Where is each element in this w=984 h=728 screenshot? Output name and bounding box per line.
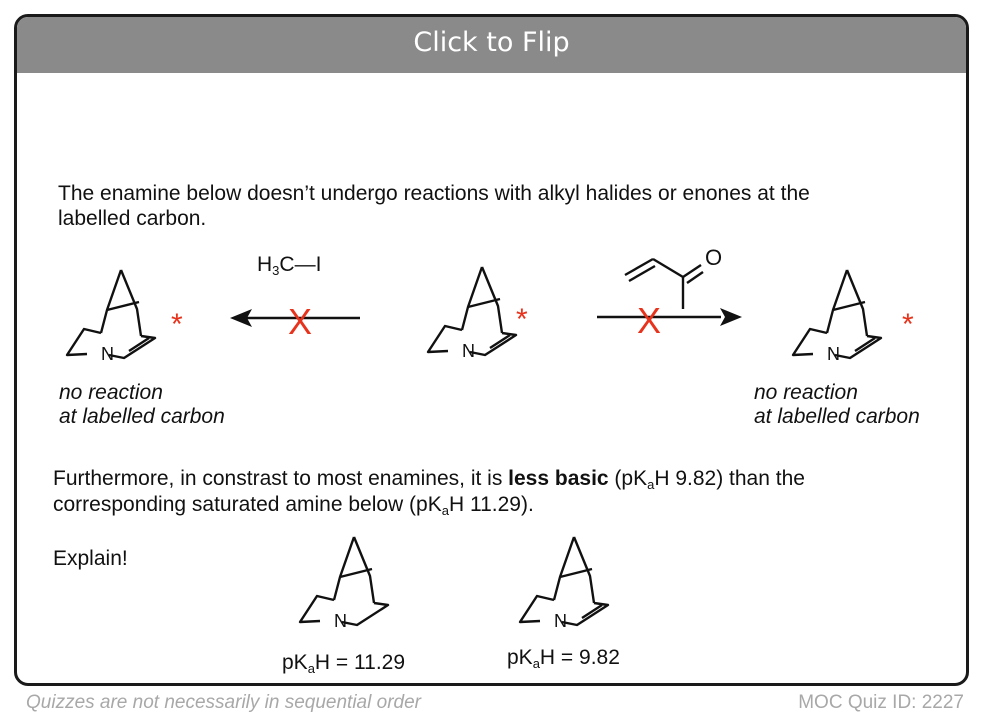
nitrogen-label: N bbox=[827, 344, 840, 364]
cross-mark: X bbox=[637, 300, 662, 341]
explain-prompt: Explain! bbox=[53, 547, 128, 570]
blocked-arrow-left bbox=[230, 299, 380, 342]
star-marker: * bbox=[516, 303, 528, 336]
pka-label-saturated: $pK_aH = 11.29$ bbox=[282, 651, 406, 676]
oxygen-label: O bbox=[705, 245, 723, 270]
enamine-structure-bottom bbox=[512, 529, 642, 629]
nitrogen-label: N bbox=[462, 341, 475, 361]
enone-and-blocked-arrow-right bbox=[597, 237, 767, 347]
saturated-amine-structure bbox=[292, 529, 422, 629]
enamine-structure-left bbox=[59, 262, 189, 362]
nitrogen-label: N bbox=[334, 611, 347, 631]
footer-disclaimer: Quizzes are not necessarily in sequential order bbox=[26, 692, 421, 713]
nitrogen-label: N bbox=[554, 611, 567, 631]
quiz-card bbox=[14, 14, 969, 686]
furthermore-text-line1: Furthermore, in constrast to most enamines, it is less basic ($pK_aH$ 9.82) than the bbox=[53, 467, 805, 492]
no-reaction-left-line2: at labelled carbon bbox=[59, 405, 225, 428]
enamine-structure-right bbox=[785, 262, 935, 362]
no-reaction-left-line1: no reaction bbox=[59, 381, 163, 404]
furthermore-text-line2: corresponding saturated amine below ($pK_aH$ 11.29). bbox=[53, 493, 534, 518]
nitrogen-label: N bbox=[101, 344, 114, 364]
enamine-structure-center bbox=[420, 259, 560, 359]
star-marker: * bbox=[902, 308, 914, 341]
no-reaction-right-line1: no reaction bbox=[754, 381, 858, 404]
no-reaction-right-line2: at labelled carbon bbox=[754, 405, 920, 428]
click-to-flip-button[interactable]: Click to Flip bbox=[17, 17, 966, 73]
pka-label-enamine: $pK_aH = 9.82$ bbox=[507, 646, 620, 671]
intro-text-line2: labelled carbon. bbox=[58, 207, 207, 230]
star-marker: * bbox=[171, 308, 183, 341]
methyl-iodide-label: $H_3C—I$ bbox=[257, 253, 322, 278]
intro-text-line1: The enamine below doesn’t undergo reactions with alkyl halides or enones at the bbox=[58, 182, 810, 205]
footer-quiz-id: MOC Quiz ID: 2227 bbox=[798, 692, 964, 713]
cross-mark: X bbox=[288, 301, 313, 342]
